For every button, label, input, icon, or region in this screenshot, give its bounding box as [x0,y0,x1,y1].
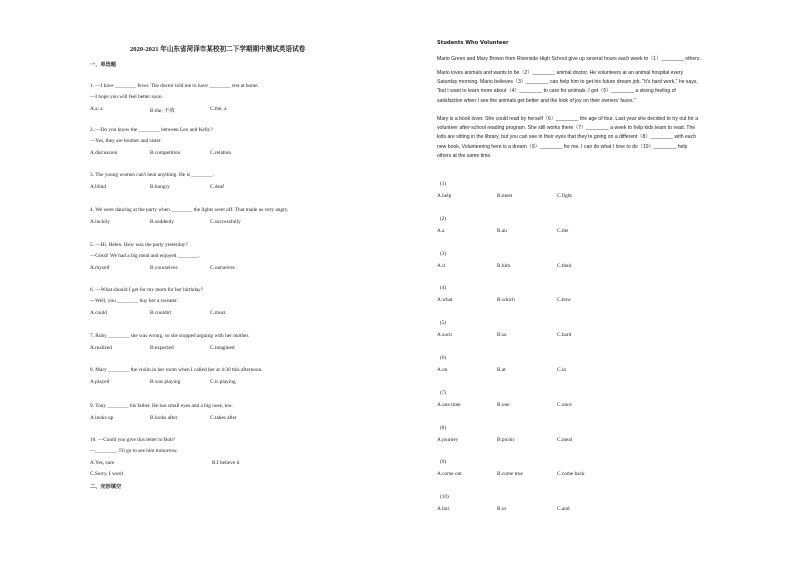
cloze-option[interactable]: B.which [497,297,515,304]
cloze-option[interactable]: C.once [557,401,572,408]
cloze-option[interactable]: B.meet [497,193,513,199]
answer-option[interactable]: C.is playing [210,379,236,385]
cloze-number: (1) [440,181,447,187]
cloze-option[interactable]: B.come true [497,471,523,478]
question-text: —Yes, they are brother and sister. [90,138,162,144]
answer-option[interactable]: C.imagined [210,345,235,351]
answer-option[interactable]: A.played [90,379,110,385]
answer-option[interactable]: B.hungry [150,184,170,190]
answer-option[interactable]: B.expected [150,345,174,351]
answer-option[interactable]: B.suddenly [150,219,174,225]
answer-option[interactable]: A.Yes, sure [90,460,115,466]
question-text: 4. We were dancing at the party when ________ the lights went off. That made us very angry. [90,207,289,213]
cloze-option[interactable]: C.meal [557,436,573,443]
cloze-option[interactable]: A.one time [437,401,461,408]
cloze-number: (10) [440,494,449,501]
cloze-option[interactable]: C.and [557,506,570,513]
answer-option[interactable]: B.was playing [150,379,181,385]
cloze-option[interactable]: B.one [497,401,510,408]
answer-option[interactable]: A.looks up [90,415,114,421]
cloze-number: (6) [440,355,447,361]
passage-title: Students Who Volunteer [437,40,509,46]
cloze-option[interactable]: A.journey [437,436,459,443]
cloze-option[interactable]: A.what [437,297,453,304]
question-text: 6. —What should I get for my mom for her birthday? [90,287,204,293]
passage-line: new book. Volunteering here is a dream（9）________ for me. I can do what I love to do（10）________ help [437,143,688,150]
question-text: —Great! We had a big meal and enjoyed ________. [90,253,201,259]
cloze-option[interactable]: C.the [557,227,569,234]
cloze-option[interactable]: A.it [437,262,446,269]
cloze-option[interactable]: C.hard [557,332,572,339]
question-text: 8. Mary ________ the violin in her room when I called her at 4:30 this afternoon. [90,367,263,373]
cloze-number: (4) [440,285,447,292]
answer-option[interactable]: B.I believe it [212,460,240,466]
question-text: 5. —Hi, Helen. How was the party yesterday? [90,242,188,248]
question-text: —I hope you will feel better soon. [90,94,163,100]
cloze-option[interactable]: A.but [437,506,449,513]
passage-line: Mario Green and Mary Brown from Riverside High School give up several hours each week to（1）________ others. [437,56,701,62]
section-single-choice: 一、单选题 [90,62,116,68]
answer-option[interactable]: C.successfully [210,219,241,225]
cloze-option[interactable]: B.picnic [497,436,515,443]
answer-option[interactable]: B.competition [150,150,181,156]
answer-option[interactable]: A.could [90,310,107,316]
question-text: 2. —Do you know the ________ between Leo and Kelly? [90,127,213,133]
cloze-number: (2) [440,215,447,222]
cloze-option[interactable]: A.such [437,332,452,339]
cloze-option[interactable]: A.help [437,193,452,199]
cloze-option[interactable]: A.a [437,227,445,234]
answer-option[interactable]: A.discussion [90,150,118,156]
answer-option[interactable]: A.a; a [90,106,103,112]
cloze-option[interactable]: A.on [437,367,448,373]
answer-option[interactable]: C.must [210,310,226,316]
question-text: 3. The young women can't hear anything. He is ________. [90,172,214,178]
cloze-option[interactable]: A.come out [437,471,462,478]
cloze-option[interactable]: C.how [557,297,571,304]
cloze-option[interactable]: B.him [497,262,511,269]
exam-title: 2020-2021 年山东省菏泽市某校初二下学期期中测试英语试卷 [130,46,306,53]
passage-line: others at the same time. [437,152,492,159]
cloze-number: (3) [440,250,447,257]
answer-option[interactable]: C.takes after [210,415,237,421]
cloze-number: (5) [440,320,447,327]
question-text: —________. I'll go to see him tomorrow. [90,448,178,454]
question-text: 1. —I have ________ fever. The doctor told me to have ________ rest at home. [90,83,259,89]
answer-option[interactable]: C.relation [210,150,232,156]
passage-line: Saturday morning. Mario believes（3）________ can help him to get his future dream job. "It's hard work," he says, [437,79,698,86]
cloze-option[interactable]: C.their [557,262,572,269]
question-text: 9. Tony ________ his father. He has small eyes and a big nose, too. [90,403,233,409]
cloze-option[interactable]: B.an [497,227,507,234]
answer-option[interactable]: A.blind [90,184,107,190]
question-text: 10. —Could you give this letter to Bob? [90,437,176,443]
section-cloze: 二、完形填空 [90,484,122,490]
cloze-number: (8) [440,424,447,431]
cloze-option[interactable]: B.or [497,506,507,513]
answer-option[interactable]: A.luckily [90,219,110,225]
passage-line: Mario loves animals and wants to be（2）________ animal doctor. He volunteers at an animal hospital every [437,70,684,76]
answer-option[interactable]: B.yourselves [150,265,178,271]
answer-option[interactable]: A.realized [90,345,112,351]
cloze-option[interactable]: C.in [557,367,566,373]
question-text: —Well, you ________ buy her a sweater. [90,298,178,304]
cloze-option[interactable]: B.at [497,367,506,373]
cloze-option[interactable]: C.fight [557,193,572,199]
answer-option[interactable]: C.ourselves [210,265,235,271]
passage-line: satisfaction when I see the animals get better and the look of joy on their owners' faces." [437,97,636,104]
answer-option[interactable]: C.deaf [210,184,224,190]
cloze-number: (7) [440,389,447,396]
cloze-option[interactable]: C.come back [557,471,585,478]
answer-option[interactable]: C.the; a [210,106,227,112]
answer-option[interactable]: B.looks after [150,415,178,421]
answer-option[interactable]: C.Sorry, I won't [90,471,124,477]
answer-option[interactable]: B.the; 不填 [150,108,175,114]
passage-line: kids are sitting in the library, but you can see in their eyes that they're going on a different（8）________ with each [437,134,697,141]
cloze-number: (9) [440,459,447,466]
cloze-option[interactable]: B.so [497,332,507,339]
passage-line: "but I want to learn more about（4）________ to care for animals. I get（5）________ a strong feeling of [437,88,676,95]
passage-line: Mary is a book lover. She could read by herself（6）________ the age of four. Last year she decided to try out for a [437,116,699,122]
passage-line: volunteer after-school reading program. She still works there（7）________ a week to help kids learn to read. The [437,125,696,132]
question-text: 7. Ruby ________ she was wrong, so she stopped arguing with her mother. [90,333,250,339]
answer-option[interactable]: A.myself [90,265,110,271]
answer-option[interactable]: B.couldn't [150,310,172,316]
